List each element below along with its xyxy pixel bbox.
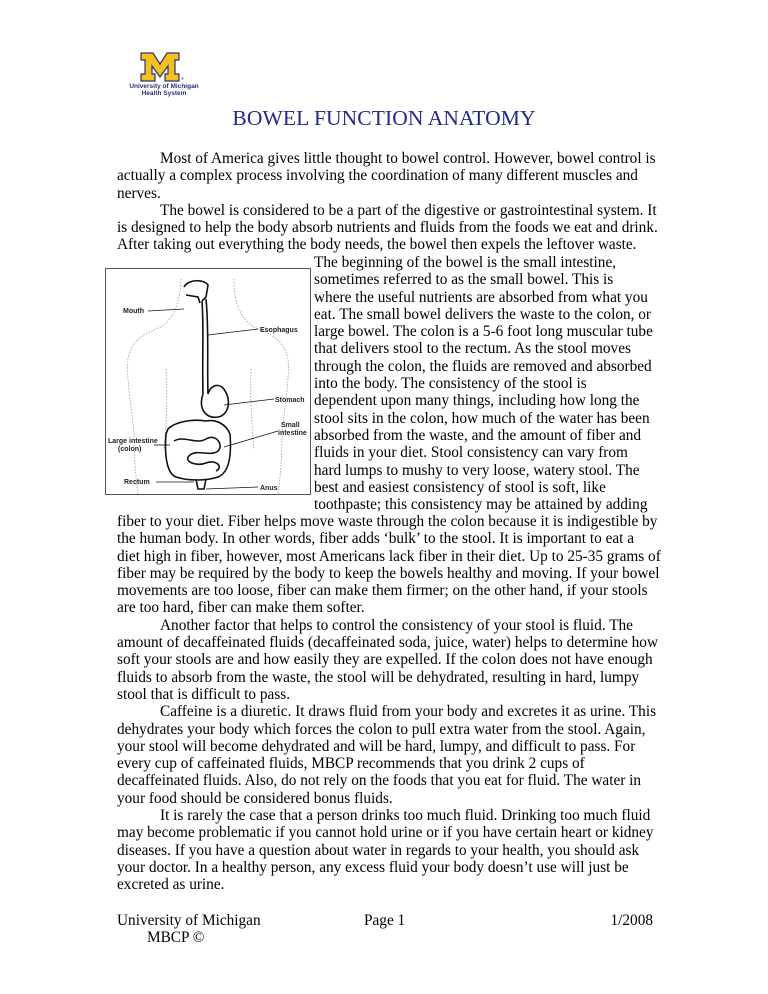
label-stomach: Stomach [275,397,305,404]
label-small-intestine-2: intestine [278,430,307,437]
paragraph-intro: Most of America gives little thought to bowel control. However, bowel control is actually a complex process involving the coordination of many different muscles and nerves. The bowel is considered to be a part of the digestive or gastrointestinal system. It is designed to help the body absorb nutrients and fluids from the foods we eat and drink. After taking out everything the body needs, the bowel then expels the leftover waste. [117,150,658,254]
logo-text: University of Michigan Health System [129,83,199,97]
footer-organization: University of Michigan MBCP © [117,912,261,947]
anatomy-illustration [106,269,310,494]
label-colon: (colon) [118,446,142,453]
digestive-system-diagram [105,268,311,495]
trademark-mark: ® [181,76,184,81]
label-rectum: Rectum [124,479,150,486]
label-esophagus: Esophagus [260,327,298,334]
footer-date: 1/2008 [610,912,653,929]
footer-page-number: Page 1 [364,912,406,929]
label-anus: Anus [260,485,278,492]
paragraph-small-intestine: The beginning of the bowel is the small intestine, sometimes referred to as the small bowel. This is where the useful nutrients are absorbed from what you eat. The small bowel delivers the waste to the colon, or large bowel. The colon is a 5-6 foot long muscular tube that delivers stool to the rectum. As the stool moves through the colon, the fluids are removed and absorbed into the body. The consistency of the stool is dependent upon many things, including how long the stool sits in the colon, how much of the water has been absorbed from the waste, and the amount of fiber and fluids in your diet. Stool consistency can vary from hard lumps to mushy to very loose, watery stool. The best and easiest consistency of stool is soft, like toothpaste; this consistency may be attained by adding [314,254,653,514]
university-logo [118,48,210,106]
page-title: BOWEL FUNCTION ANATOMY [232,106,536,130]
block-m-icon [140,52,180,82]
paragraph-body: fiber to your diet. Fiber helps move waste through the colon because it is indigestible by the human body. In other words, fiber adds ‘bulk’ to the stool. It is important to eat a diet high in fiber, however, most Americans lack fiber in their diet. Up to 25-35 grams of fiber may be required by the body to keep the bowels healthy and moving. If your bowel movements are too loose, fiber can make them firmer; on the other hand, if your stools are too hard, fiber can make them softer. Another factor that helps to control the consistency of your stool is fluid. The amount of decaffeinated fluids (decaffeinated soda, juice, water) helps to determine how soft your stools are and how easily they are expelled. If the colon does not have enough fluids to absorb from the waste, the stool will be dehydrated, resulting in hard, lumpy stool that is difficult to pass. Caffeine is a diuretic. It draws fluid from your body and excretes it as urine. This dehydrates your body which forces the colon to pull extra water from the stool. Again, your stool will become dehydrated and will be hard, lumpy, and difficult to pass. For every cup of caffeinated fluids, MBCP recommends that you drink 2 cups of decaffeinated fluids. Also, do not rely on the foods that you eat for fluid. The water in your food should be considered bonus fluids. It is rarely the case that a person drinks too much fluid. Drinking too much fluid may become problematic if you cannot hold urine or if you have certain heart or kidney diseases. If you have a question about water in regards to your health, you should ask your doctor. In a healthy person, any excess fluid your body doesn’t use will just be excreted as urine. [117,513,661,894]
label-large-intestine: Large intestine [108,438,158,445]
label-mouth: Mouth [123,308,144,315]
label-small-intestine: Small [281,422,300,429]
